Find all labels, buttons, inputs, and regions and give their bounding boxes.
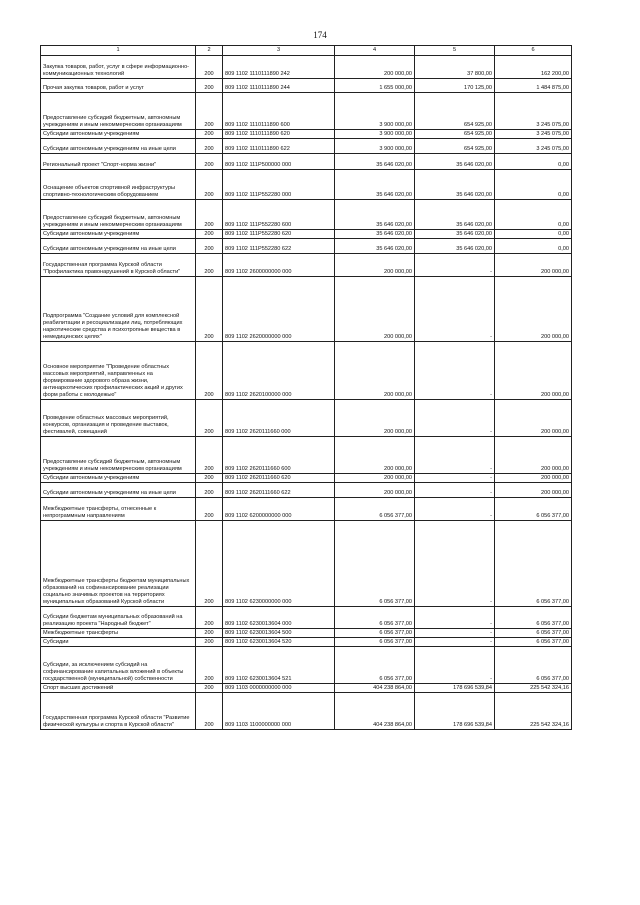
row-executed-amount-cell: 35 646 020,00 <box>415 154 495 170</box>
row-classifier-cell: 809 1102 6230000000 000 <box>223 521 335 607</box>
row-gr-code-cell: 200 <box>196 93 223 130</box>
row-executed-amount-cell: 35 646 020,00 <box>415 230 495 239</box>
row-remaining-amount-cell: 6 056 377,00 <box>495 607 572 629</box>
row-remaining-amount-cell: 162 200,00 <box>495 56 572 79</box>
row-name-cell: Межбюджетные трансферты <box>41 629 196 638</box>
row-classifier-cell: 809 1102 111P552280 600 <box>223 200 335 230</box>
row-remaining-amount-cell: 0,00 <box>495 170 572 200</box>
table-row <box>41 684 572 693</box>
table-row <box>41 239 572 254</box>
column-header: 4 <box>335 46 415 56</box>
row-classifier-cell: 809 1102 6200000000 000 <box>223 498 335 521</box>
row-gr-code-cell: 200 <box>196 684 223 693</box>
table-row <box>41 56 572 79</box>
row-name-cell: Оснащение объектов спортивной инфраструктуры спортивно-технологическим оборудованием <box>41 170 196 200</box>
row-classifier-cell: 809 1102 6230013604 000 <box>223 607 335 629</box>
row-gr-code-cell: 200 <box>196 130 223 139</box>
row-name-cell: Субсидии, за исключением субсидий на софинансирование капитальных вложений в объекты государственной (муниципальной) собственности <box>41 647 196 684</box>
row-gr-code-cell: 200 <box>196 200 223 230</box>
column-header: 5 <box>415 46 495 56</box>
row-approved-amount-cell: 200 000,00 <box>335 400 415 437</box>
row-gr-code-cell: 200 <box>196 400 223 437</box>
row-approved-amount-cell: 200 000,00 <box>335 474 415 483</box>
row-executed-amount-cell: - <box>415 483 495 498</box>
row-approved-amount-cell: 35 646 020,00 <box>335 230 415 239</box>
table-row <box>41 79 572 93</box>
row-executed-amount-cell: - <box>415 437 495 474</box>
row-gr-code-cell: 200 <box>196 437 223 474</box>
row-executed-amount-cell: 654 925,00 <box>415 93 495 130</box>
column-header: 6 <box>495 46 572 56</box>
row-remaining-amount-cell: 200 000,00 <box>495 474 572 483</box>
row-remaining-amount-cell: 0,00 <box>495 200 572 230</box>
table-row <box>41 647 572 684</box>
row-gr-code-cell: 200 <box>196 521 223 607</box>
row-gr-code-cell: 200 <box>196 154 223 170</box>
row-name-cell: Государственная программа Курской области "Профилактика правонарушений в Курской области" <box>41 254 196 277</box>
row-name-cell: Межбюджетные трансферты бюджетам муниципальных образований на софинансирование реализации социально значимых проектов на территориях муниципальных образований Курской области <box>41 521 196 607</box>
table-row <box>41 693 572 730</box>
row-name-cell: Государственная программа Курской области "Развитие физической культуры и спорта в Курской области" <box>41 693 196 730</box>
row-remaining-amount-cell: 200 000,00 <box>495 437 572 474</box>
row-remaining-amount-cell: 6 056 377,00 <box>495 647 572 684</box>
table-row <box>41 498 572 521</box>
column-header: 2 <box>196 46 223 56</box>
row-classifier-cell: 809 1102 1110111890 242 <box>223 56 335 79</box>
row-gr-code-cell: 200 <box>196 647 223 684</box>
table-row <box>41 170 572 200</box>
table-row <box>41 130 572 139</box>
table-row <box>41 230 572 239</box>
row-classifier-cell: 809 1102 1110111890 244 <box>223 79 335 93</box>
row-remaining-amount-cell: 225 542 324,16 <box>495 684 572 693</box>
row-classifier-cell: 809 1102 111P500000 000 <box>223 154 335 170</box>
row-executed-amount-cell: - <box>415 629 495 638</box>
row-remaining-amount-cell: 6 056 377,00 <box>495 521 572 607</box>
row-classifier-cell: 809 1103 0000000000 000 <box>223 684 335 693</box>
row-executed-amount-cell: - <box>415 254 495 277</box>
row-remaining-amount-cell: 200 000,00 <box>495 277 572 342</box>
row-remaining-amount-cell: 200 000,00 <box>495 254 572 277</box>
row-approved-amount-cell: 35 646 020,00 <box>335 239 415 254</box>
table-row <box>41 437 572 474</box>
row-remaining-amount-cell: 1 484 875,00 <box>495 79 572 93</box>
row-gr-code-cell: 200 <box>196 139 223 154</box>
row-classifier-cell: 809 1102 1110111890 622 <box>223 139 335 154</box>
row-approved-amount-cell: 6 056 377,00 <box>335 629 415 638</box>
row-executed-amount-cell: 35 646 020,00 <box>415 239 495 254</box>
row-approved-amount-cell: 404 238 864,00 <box>335 693 415 730</box>
row-gr-code-cell: 200 <box>196 230 223 239</box>
row-remaining-amount-cell: 3 245 075,00 <box>495 93 572 130</box>
row-executed-amount-cell: 178 696 539,84 <box>415 684 495 693</box>
row-executed-amount-cell: - <box>415 400 495 437</box>
table-row <box>41 254 572 277</box>
row-remaining-amount-cell: 3 245 075,00 <box>495 139 572 154</box>
row-approved-amount-cell: 35 646 020,00 <box>335 170 415 200</box>
row-approved-amount-cell: 200 000,00 <box>335 483 415 498</box>
row-remaining-amount-cell: 6 056 377,00 <box>495 629 572 638</box>
row-executed-amount-cell: - <box>415 498 495 521</box>
row-name-cell: Прочая закупка товаров, работ и услуг <box>41 79 196 93</box>
row-gr-code-cell: 200 <box>196 629 223 638</box>
row-remaining-amount-cell: 3 245 075,00 <box>495 130 572 139</box>
row-name-cell: Субсидии автономным учреждениям <box>41 130 196 139</box>
row-name-cell: Субсидии автономным учреждениям на иные цели <box>41 483 196 498</box>
row-executed-amount-cell: 654 925,00 <box>415 139 495 154</box>
row-classifier-cell: 809 1102 2620111660 620 <box>223 474 335 483</box>
row-approved-amount-cell: 1 655 000,00 <box>335 79 415 93</box>
row-gr-code-cell: 200 <box>196 79 223 93</box>
row-name-cell: Предоставление субсидий бюджетным, автономным учреждениям и иным некоммерческим организациям <box>41 200 196 230</box>
row-approved-amount-cell: 200 000,00 <box>335 437 415 474</box>
row-remaining-amount-cell: 0,00 <box>495 230 572 239</box>
row-executed-amount-cell: 35 646 020,00 <box>415 200 495 230</box>
row-classifier-cell: 809 1102 6230013604 520 <box>223 638 335 647</box>
row-name-cell: Основное мероприятие "Проведение областных массовых мероприятий, направленных на формирование здорового образа жизни, антинаркотических профилактических акций и других форм работы с молодежью" <box>41 342 196 400</box>
row-executed-amount-cell: - <box>415 342 495 400</box>
row-classifier-cell: 809 1102 2620000000 000 <box>223 277 335 342</box>
row-executed-amount-cell: - <box>415 474 495 483</box>
row-gr-code-cell: 200 <box>196 277 223 342</box>
table-row <box>41 200 572 230</box>
table-row <box>41 93 572 130</box>
row-classifier-cell: 809 1102 2620111660 622 <box>223 483 335 498</box>
row-approved-amount-cell: 3 900 000,00 <box>335 130 415 139</box>
column-header: 1 <box>41 46 196 56</box>
table-row <box>41 474 572 483</box>
row-remaining-amount-cell: 200 000,00 <box>495 400 572 437</box>
row-approved-amount-cell: 200 000,00 <box>335 277 415 342</box>
row-name-cell: Закупка товаров, работ, услуг в сфере информационно-коммуникационных технологий <box>41 56 196 79</box>
row-gr-code-cell: 200 <box>196 56 223 79</box>
row-approved-amount-cell: 35 646 020,00 <box>335 154 415 170</box>
row-executed-amount-cell: - <box>415 521 495 607</box>
row-approved-amount-cell: 6 056 377,00 <box>335 638 415 647</box>
row-executed-amount-cell: 654 925,00 <box>415 130 495 139</box>
row-remaining-amount-cell: 200 000,00 <box>495 342 572 400</box>
row-name-cell: Спорт высших достижений <box>41 684 196 693</box>
table-row <box>41 400 572 437</box>
row-approved-amount-cell: 6 056 377,00 <box>335 607 415 629</box>
row-classifier-cell: 809 1102 111P552280 622 <box>223 239 335 254</box>
row-classifier-cell: 809 1102 1110111890 600 <box>223 93 335 130</box>
page-number: 174 <box>313 30 327 40</box>
row-classifier-cell: 809 1102 2620100000 000 <box>223 342 335 400</box>
row-executed-amount-cell: - <box>415 647 495 684</box>
table-row <box>41 154 572 170</box>
row-gr-code-cell: 200 <box>196 498 223 521</box>
row-name-cell: Проведение областных массовых мероприятий, конкурсов, организация и проведение выставок, фестивалей, совещаний <box>41 400 196 437</box>
table-row <box>41 629 572 638</box>
table-row <box>41 483 572 498</box>
row-executed-amount-cell: 35 646 020,00 <box>415 170 495 200</box>
row-classifier-cell: 809 1102 1110111890 620 <box>223 130 335 139</box>
row-classifier-cell: 809 1102 2620111660 000 <box>223 400 335 437</box>
row-executed-amount-cell: - <box>415 277 495 342</box>
row-gr-code-cell: 200 <box>196 170 223 200</box>
row-classifier-cell: 809 1102 2620111660 600 <box>223 437 335 474</box>
row-gr-code-cell: 200 <box>196 483 223 498</box>
row-remaining-amount-cell: 200 000,00 <box>495 483 572 498</box>
row-classifier-cell: 809 1102 6230013604 500 <box>223 629 335 638</box>
row-name-cell: Субсидии автономным учреждениям <box>41 230 196 239</box>
row-approved-amount-cell: 3 900 000,00 <box>335 93 415 130</box>
row-approved-amount-cell: 200 000,00 <box>335 56 415 79</box>
row-name-cell: Субсидии бюджетам муниципальных образований на реализацию проекта "Народный бюджет" <box>41 607 196 629</box>
row-executed-amount-cell: - <box>415 638 495 647</box>
table-row <box>41 277 572 342</box>
row-approved-amount-cell: 200 000,00 <box>335 342 415 400</box>
table-row <box>41 607 572 629</box>
row-name-cell: Региональный проект "Спорт-норма жизни" <box>41 154 196 170</box>
table-row <box>41 342 572 400</box>
row-executed-amount-cell: 37 800,00 <box>415 56 495 79</box>
row-executed-amount-cell: 178 696 539,84 <box>415 693 495 730</box>
row-name-cell: Межбюджетные трансферты, отнесенные к непрограммным направлениям <box>41 498 196 521</box>
row-gr-code-cell: 200 <box>196 254 223 277</box>
row-name-cell: Подпрограмма "Создание условий для комплексной реабилитации и ресоциализации лиц, потребляющих наркотические средства и психотропные вещества в немедицинских целях" <box>41 277 196 342</box>
table-row <box>41 521 572 607</box>
row-remaining-amount-cell: 0,00 <box>495 154 572 170</box>
row-remaining-amount-cell: 6 056 377,00 <box>495 498 572 521</box>
row-name-cell: Субсидии <box>41 638 196 647</box>
row-executed-amount-cell: 170 125,00 <box>415 79 495 93</box>
row-executed-amount-cell: - <box>415 607 495 629</box>
row-classifier-cell: 809 1102 111P552280 620 <box>223 230 335 239</box>
row-remaining-amount-cell: 0,00 <box>495 239 572 254</box>
row-approved-amount-cell: 3 900 000,00 <box>335 139 415 154</box>
row-name-cell: Предоставление субсидий бюджетным, автономным учреждениям и иным некоммерческим организациям <box>41 93 196 130</box>
row-approved-amount-cell: 200 000,00 <box>335 254 415 277</box>
row-remaining-amount-cell: 6 056 377,00 <box>495 638 572 647</box>
row-approved-amount-cell: 6 056 377,00 <box>335 521 415 607</box>
row-remaining-amount-cell: 225 542 324,16 <box>495 693 572 730</box>
row-classifier-cell: 809 1102 111P552280 000 <box>223 170 335 200</box>
table-row <box>41 638 572 647</box>
row-gr-code-cell: 200 <box>196 693 223 730</box>
row-gr-code-cell: 200 <box>196 342 223 400</box>
row-classifier-cell: 809 1102 6230013604 521 <box>223 647 335 684</box>
column-header: 3 <box>223 46 335 56</box>
row-approved-amount-cell: 404 238 864,00 <box>335 684 415 693</box>
row-gr-code-cell: 200 <box>196 239 223 254</box>
row-gr-code-cell: 200 <box>196 607 223 629</box>
row-name-cell: Предоставление субсидий бюджетным, автономным учреждениям и иным некоммерческим организациям <box>41 437 196 474</box>
row-approved-amount-cell: 6 056 377,00 <box>335 647 415 684</box>
row-gr-code-cell: 200 <box>196 638 223 647</box>
row-gr-code-cell: 200 <box>196 474 223 483</box>
budget-table <box>40 45 572 730</box>
header-row <box>41 46 572 56</box>
row-name-cell: Субсидии автономным учреждениям <box>41 474 196 483</box>
row-approved-amount-cell: 6 056 377,00 <box>335 498 415 521</box>
row-name-cell: Субсидии автономным учреждениям на иные цели <box>41 139 196 154</box>
row-classifier-cell: 809 1103 1100000000 000 <box>223 693 335 730</box>
row-classifier-cell: 809 1102 2600000000 000 <box>223 254 335 277</box>
row-name-cell: Субсидии автономным учреждениям на иные цели <box>41 239 196 254</box>
row-approved-amount-cell: 35 646 020,00 <box>335 200 415 230</box>
table-row <box>41 139 572 154</box>
